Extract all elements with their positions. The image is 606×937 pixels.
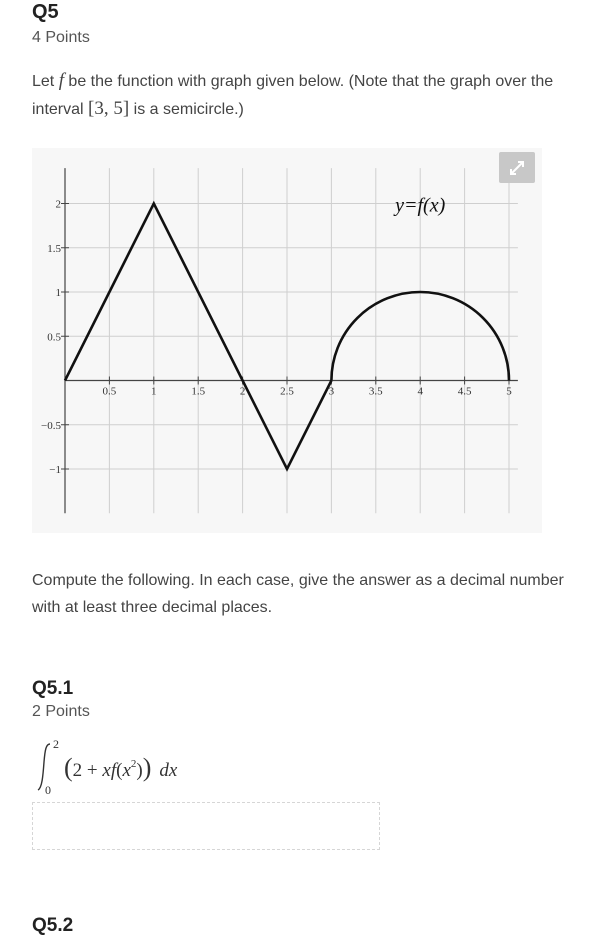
instructions: Compute the following. In each case, give the answer as a decimal number with at least three decimal places. xyxy=(32,572,564,616)
integral-lower-limit: 0 xyxy=(45,783,51,797)
subquestion-2-title: Q5.2 xyxy=(32,915,74,936)
graph-container xyxy=(32,148,542,533)
question-points: 4 Points xyxy=(32,29,90,46)
integral-expression xyxy=(34,738,294,798)
expand-graph-button[interactable] xyxy=(499,152,535,183)
x-tick-label: 5 xyxy=(506,385,512,398)
x-tick-label: 3.5 xyxy=(368,385,383,398)
prompt-text-3: is a semicircle.) xyxy=(129,101,244,118)
y-tick-label: −1 xyxy=(49,464,61,476)
y-tick-label: −0.5 xyxy=(41,419,61,432)
x-tick-label: 2.5 xyxy=(280,385,294,398)
integrand: $(2 + xf(x^2))$ dx xyxy=(64,753,178,782)
question-title: Q5 xyxy=(32,1,59,23)
function-graph xyxy=(32,148,542,533)
subquestion-1-title: Q5.1 xyxy=(32,678,74,699)
x-tick-label: 0.5 xyxy=(102,385,117,398)
x-tick-label: 3 xyxy=(328,385,335,398)
integral-upper-limit: 2 xyxy=(53,738,59,751)
prompt-text-2: be the function with graph given below. (Note that the graph over the interval xyxy=(32,73,554,118)
answer-input[interactable] xyxy=(32,802,380,850)
x-tick-label: 1 xyxy=(151,385,157,398)
x-tick-label: 4 xyxy=(417,385,423,398)
prompt-text-1: Let xyxy=(32,73,59,90)
x-tick-label: 1.5 xyxy=(191,385,206,398)
y-tick-label: 0.5 xyxy=(47,331,61,344)
y-tick-label: 2 xyxy=(55,198,61,211)
subquestion-1-points: 2 Points xyxy=(32,703,90,720)
expand-arrows-icon xyxy=(508,159,526,177)
f-symbol: f xyxy=(58,70,64,91)
function-label: y=f(x) xyxy=(395,194,446,217)
question-prompt xyxy=(32,67,572,123)
x-tick-label: 2 xyxy=(239,385,246,398)
y-tick-label: 1.5 xyxy=(47,242,61,255)
y-tick-label: 1 xyxy=(55,287,61,299)
interval-label: [3, 5] xyxy=(88,98,130,119)
x-tick-label: 4.5 xyxy=(457,385,472,398)
